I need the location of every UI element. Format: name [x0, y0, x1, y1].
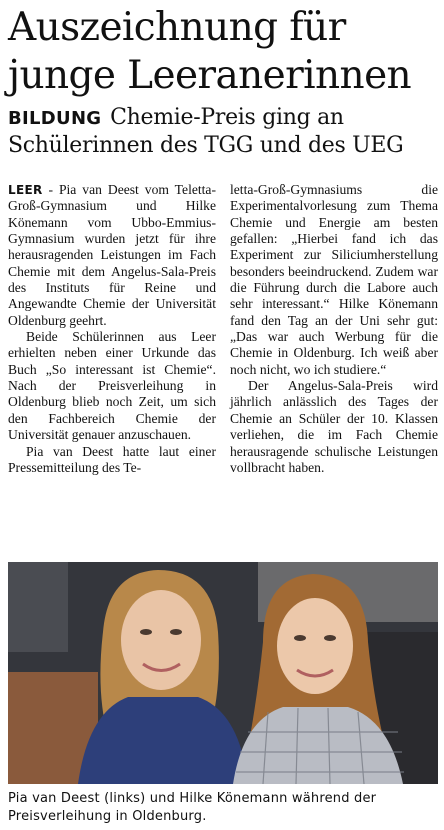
paragraph: Beide Schülerinnen aus Leer erhielten neben einer Urkunde das Buch „So interessant ist Chemie“. Nach der Preisverleihung in Oldenburg blieb noch Zeit, um sich den Fachbereich Chemie der Universität genauer anzuschauen. [8, 329, 216, 443]
news-photo [8, 562, 438, 784]
article-body [8, 182, 438, 552]
headline: Auszeichnung für junge Leeranerinnen [8, 5, 412, 98]
photo-illustration [8, 562, 438, 784]
paragraph-intro [8, 182, 216, 329]
subheadline: Chemie-Preis ging an Schülerinnen des TGG und des UEG [8, 105, 404, 158]
subheadline-block [8, 104, 438, 159]
text-column-left [8, 182, 216, 552]
kicker-label: BILDUNG [8, 108, 102, 129]
dateline: LEER [8, 183, 43, 197]
paragraph-intro-text: - Pia van Deest vom Teletta-Groß-Gymnasium und Hilke Könemann vom Ubbo-Emmius-Gymnasium wurden jetzt für ihre herausragenden Leistungen im Fach Chemie mit dem Angelus-Sala-Preis des Instituts für Reine und Angewandte Chemie der Universität Oldenburg geehrt. [8, 182, 216, 328]
paragraph: Pia van Deest hatte laut einer Pressemitteilung des Te- [8, 443, 216, 475]
paragraph: letta-Groß-Gymnasiums die Experimentalvorlesung zum Thema Chemie und Energie am besten gefallen: „Hierbei fand ich das Experiment zur Siliciumherstellung besonders beeindruckend. Zudem war die Führung durch die Labore auch sehr interessant.“ Hilke Könemann fand den Tag an der Uni sehr gut: „Das war auch Werbung für die Chemie in Oldenburg. Ich weiß aber noch nicht, wo ich studiere.“ [230, 182, 438, 377]
text-column-right [230, 182, 438, 552]
photo-caption: Pia van Deest (links) und Hilke Könemann während der Preisverleihung in Oldenburg. [8, 791, 377, 824]
paragraph: Der Angelus-Sala-Preis wird jährlich anlässlich des Tages der Chemie an Schüler der 10. Klassen verliehen, die im Fach Chemie herausragende schulische Leistungen vollbracht haben. [230, 378, 438, 475]
